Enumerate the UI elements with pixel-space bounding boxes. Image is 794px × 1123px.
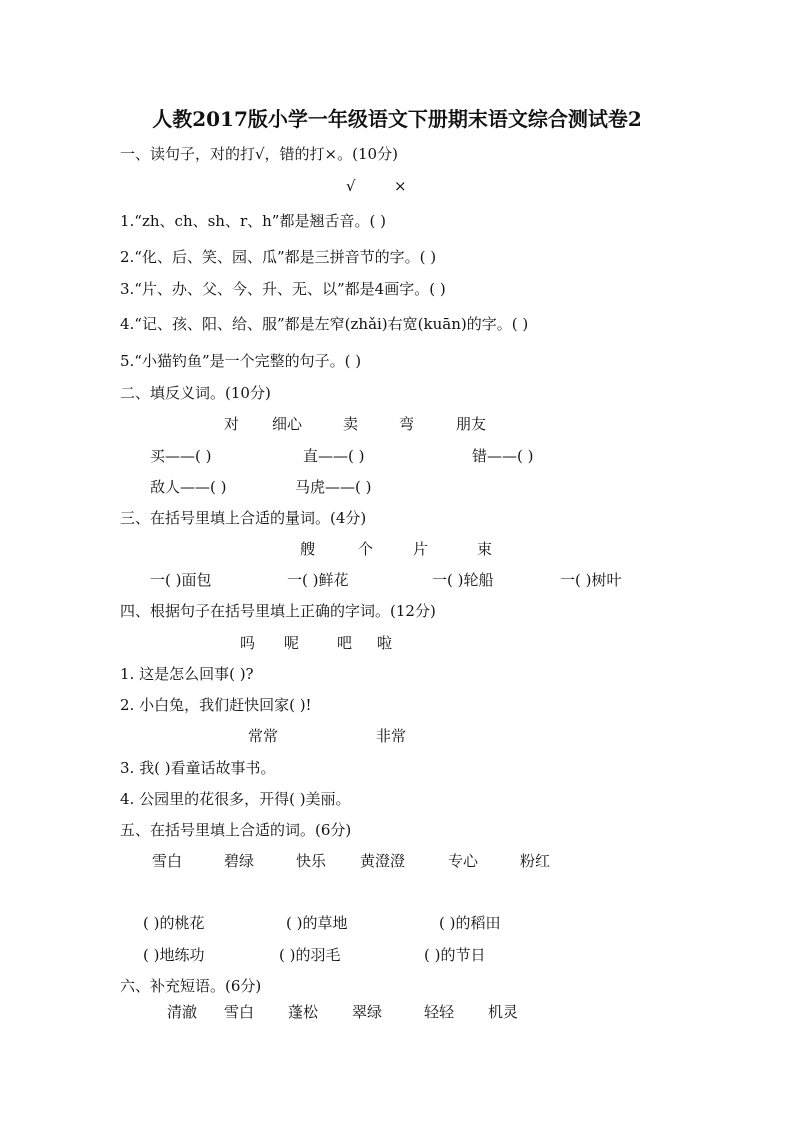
s2-word: 朋友 — [456, 415, 487, 433]
s2-blank: 敌人——( ) — [150, 478, 227, 496]
s2-blank: 直——( ) — [303, 447, 365, 465]
page-title: 人教2017版小学一年级语文下册期末语文综合测试卷2 — [152, 107, 642, 131]
s6-word: 轻轻 — [424, 1003, 455, 1021]
s6-word: 机灵 — [488, 1003, 519, 1021]
s3-blank: 一( )面包 — [150, 571, 212, 589]
section-2-heading: 二、填反义词。(10分) — [120, 384, 271, 402]
s4-word: 吧 — [337, 634, 353, 652]
s5-word: 黄澄澄 — [360, 852, 406, 870]
s4-item-4: 4. 公园里的花很多，开得( )美丽。 — [120, 790, 351, 808]
s5-blank: ( )的节日 — [424, 946, 486, 964]
s5-blank: ( )的羽毛 — [279, 946, 341, 964]
s2-word: 细心 — [272, 415, 303, 433]
s4-item-1: 1. 这是怎么回事( )? — [120, 665, 254, 683]
s6-word: 翠绿 — [352, 1003, 383, 1021]
s4-word: 啦 — [377, 634, 393, 652]
section-3-heading: 三、在括号里填上合适的量词。(4分) — [120, 509, 367, 527]
s4-word: 常常 — [248, 727, 279, 745]
check-mark: √ — [346, 177, 356, 195]
s1-item-5: 5.“小猫钓鱼”是一个完整的句子。( ) — [120, 352, 362, 370]
s2-blank: 买——( ) — [150, 447, 212, 465]
s2-blank: 马虎——( ) — [295, 478, 372, 496]
s2-word: 弯 — [399, 415, 415, 433]
s3-word: 片 — [413, 540, 429, 558]
s5-word: 快乐 — [296, 852, 327, 870]
s5-word: 碧绿 — [224, 852, 255, 870]
s4-item-3: 3. 我( )看童话故事书。 — [120, 759, 276, 777]
s3-word: 个 — [358, 540, 374, 558]
s5-blank: ( )的桃花 — [143, 914, 205, 932]
section-1-heading: 一、读句子，对的打√，错的打×。(10分) — [120, 145, 398, 163]
s5-word: 雪白 — [152, 852, 183, 870]
s1-item-4: 4.“记、孩、阳、给、服”都是左窄(zhǎi)右宽(kuān)的字。( ) — [120, 315, 529, 333]
s4-word: 呢 — [284, 634, 300, 652]
s2-word: 对 — [224, 415, 240, 433]
s1-item-2: 2.“化、后、笑、园、瓜”都是三拼音节的字。( ) — [120, 248, 437, 266]
s3-word: 艘 — [300, 540, 316, 558]
s3-word: 束 — [477, 540, 493, 558]
s4-word: 吗 — [240, 634, 256, 652]
s5-blank: ( )的草地 — [286, 914, 348, 932]
s1-item-3: 3.“片、办、父、今、升、无、以”都是4画字。( ) — [120, 280, 446, 298]
s2-blank: 错——( ) — [472, 447, 534, 465]
s5-blank: ( )地练功 — [143, 946, 205, 964]
s2-word: 卖 — [343, 415, 359, 433]
s1-item-1: 1.“zh、ch、sh、r、h”都是翘舌音。( ) — [120, 212, 386, 230]
s4-item-2: 2. 小白兔，我们赶快回家( )! — [120, 696, 312, 714]
s6-word: 雪白 — [224, 1003, 255, 1021]
s3-blank: 一( )树叶 — [560, 571, 622, 589]
s6-word: 蓬松 — [288, 1003, 319, 1021]
s5-word: 专心 — [448, 852, 479, 870]
s4-word: 非常 — [376, 727, 407, 745]
s3-blank: 一( )鲜花 — [287, 571, 349, 589]
s6-word: 清澈 — [167, 1003, 198, 1021]
s5-word: 粉红 — [520, 852, 551, 870]
s3-blank: 一( )轮船 — [432, 571, 494, 589]
s5-blank: ( )的稻田 — [439, 914, 501, 932]
section-4-heading: 四、根据句子在括号里填上正确的字词。(12分) — [120, 602, 436, 620]
section-5-heading: 五、在括号里填上合适的词。(6分) — [120, 821, 352, 839]
cross-mark: × — [394, 177, 407, 195]
section-6-heading: 六、补充短语。(6分) — [120, 977, 262, 995]
